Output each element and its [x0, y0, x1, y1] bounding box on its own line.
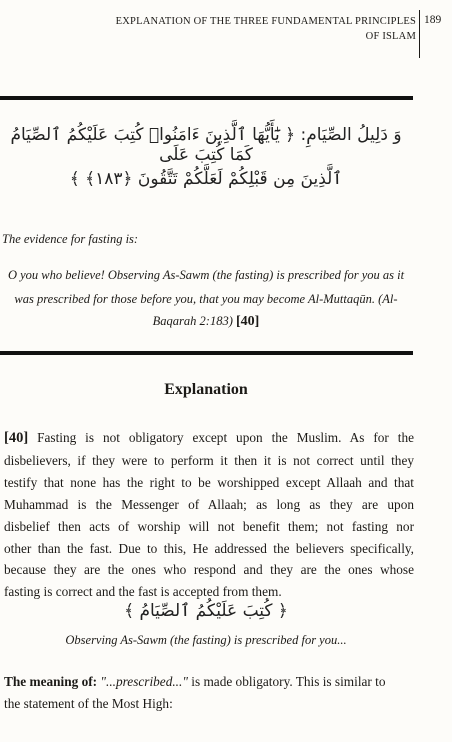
header-divider	[419, 10, 420, 58]
page-number: 189	[424, 14, 442, 26]
para-line-2: disbelievers, if they were to perform it then it is not correct until they	[4, 452, 414, 468]
section-rule-top	[0, 96, 413, 100]
meaning-term: "...prescribed..."	[100, 674, 188, 689]
translation-line1: O you who believe! Observing As-Sawm (the fasting) is prescribed for you as it	[7, 268, 405, 282]
meaning-rest: is made obligatory. This is similar to	[191, 674, 386, 689]
explanation-paragraph	[4, 427, 414, 603]
meaning-line-1	[4, 671, 414, 693]
para-line-4: Muhammad is the Messenger of Allaah; as long as they are upon	[4, 496, 414, 512]
para-line-7: because they are the ones who respond and they are the ones whose	[4, 562, 414, 578]
meaning-line-2: the statement of the Most High:	[4, 695, 173, 711]
explanation-heading: Explanation	[164, 381, 248, 398]
quote-translation: Observing As-Sawm (the fasting) is prescribed for you...	[65, 633, 347, 647]
para-line-6: other than the fast. Due to this, He addressed the believers specifically,	[4, 540, 414, 556]
translation-line3	[0, 314, 412, 330]
running-title-line1: EXPLANATION OF THE THREE FUNDAMENTAL PRINCIPLES	[115, 16, 416, 27]
running-head	[40, 14, 416, 44]
arabic-evidence-line1: وَ دَلِيلُ الصِّيَامِ: ﴿ يَٰٓأَيُّهَا ٱلَّذِينَ ءَامَنُوا۟ كُتِبَ عَلَيْكُمُ ٱلصِّيَامُ كَمَا كُتِبَ عَلَى	[10, 125, 402, 165]
para-line-5: disbelief then acts of worship will not benefit them; not fasting nor	[4, 518, 414, 534]
arabic-evidence-line2: ٱلَّذِينَ مِن قَبْلِكُمْ لَعَلَّكُمْ تَتَّقُونَ ﴿١٨٣﴾ ﴾	[69, 169, 343, 189]
meaning-paragraph	[4, 671, 414, 715]
meaning-label: The meaning of:	[4, 674, 98, 689]
translation-line2: was prescribed for those before you, that you may become Al-Muttaqūn. (Al-	[14, 292, 398, 306]
para-line-8: fasting is correct and the fast is accepted from them.	[4, 584, 282, 600]
footnote-ref-40: [40]	[236, 314, 260, 329]
running-title-line2: OF ISLAM	[365, 31, 416, 42]
section-rule-middle	[0, 351, 413, 355]
translation-line3-text: Baqarah 2:183)	[152, 314, 233, 328]
paragraph-ref-40: [40]	[4, 430, 29, 446]
evidence-intro: The evidence for fasting is:	[2, 232, 139, 246]
arabic-quote: ﴿ كُتِبَ عَلَيْكُمُ ٱلصِّيَامُ ﴾	[124, 601, 288, 621]
para-line-1	[4, 427, 414, 450]
para-line-3: testify that none has the right to be worshipped except Allaah and that	[4, 474, 414, 490]
para-line-1-text: Fasting is not obligatory except upon the Muslim. As for the	[37, 430, 414, 445]
